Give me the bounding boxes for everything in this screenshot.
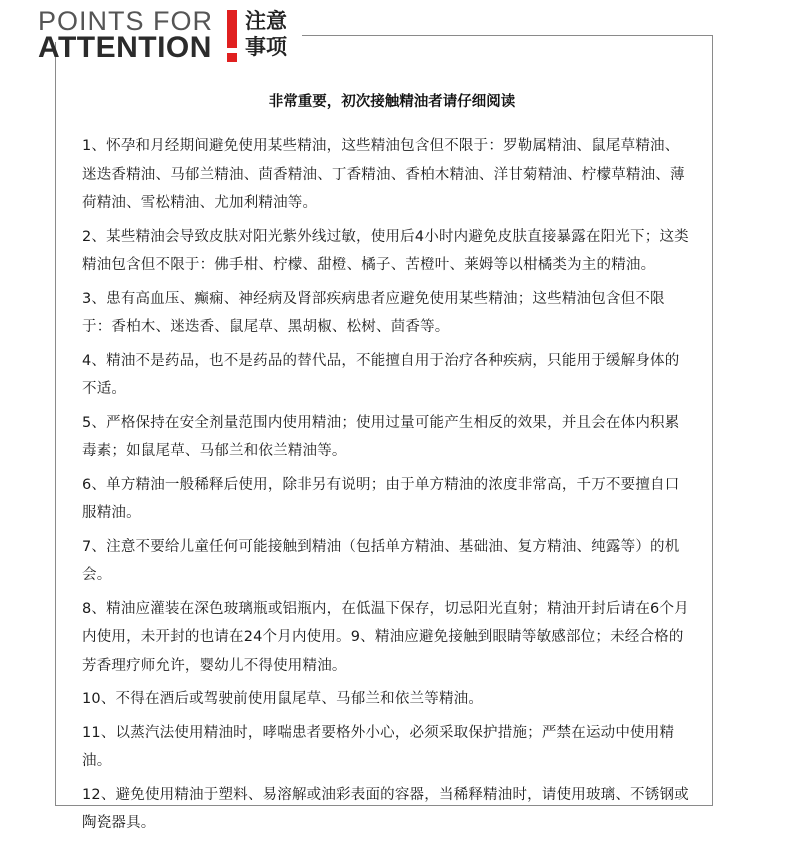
notice-item-2: 2、某些精油会导致皮肤对阳光紫外线过敏，使用后4小时内避免皮肤直接暴露在阳光下；这类精油包含但不限于：佛手柑、柠檬、甜橙、橘子、苦橙叶、莱姆等以柑橘类为主的精油。 [82,228,689,273]
header-chinese-line-2: 事项 [245,35,287,59]
header-chinese-line-1: 注意 [245,9,287,33]
notice-item-11: 11、以蒸汽法使用精油时，哮喘患者要格外小心，必须采取保护措施；严禁在运动中使用精油。 [82,724,675,769]
page-header [38,6,318,66]
notice-item-12: 12、避免使用精油于塑料、易溶解或油彩表面的容器，当稀释精油时，请使用玻璃、不锈钢或陶瓷器具。 [82,786,689,831]
notice-title: 非常重要，初次接触精油者请仔细阅读 [268,94,516,110]
notice-item-4: 4、精油不是药品，也不是药品的替代品，不能擅自用于治疗各种疾病，只能用于缓解身体的不适。 [82,352,680,397]
exclamation-mark-icon [227,10,237,62]
notice-content [82,90,692,843]
notice-item-3: 3、患有高血压、癫痫、神经病及肾部疾病患者应避免使用某些精油；这些精油包含但不限于：香柏木、迷迭香、鼠尾草、黑胡椒、松树、茴香等。 [82,290,665,335]
header-english-line-2: ATTENTION [38,31,212,64]
exclamation-bar [227,10,237,48]
notice-item-5: 5、严格保持在安全剂量范围内使用精油；使用过量可能产生相反的效果，并且会在体内积累毒素；如鼠尾草、马郁兰和依兰精油等。 [82,414,680,459]
notice-item-8: 8、精油应灌装在深色玻璃瓶或铝瓶内，在低温下保存，切忌阳光直射；精油开封后请在6个月内使用，未开封的也请在24个月内使用。9、精油应避免接触到眼睛等敏感部位；未经合格的芳香理疗师允许，婴幼儿不得使用精油。 [82,600,689,674]
notice-item-10: 10、不得在酒后或驾驶前使用鼠尾草、马郁兰和依兰等精油。 [82,691,484,707]
notice-item-1: 1、怀孕和月经期间避免使用某些精油，这些精油包含但不限于：罗勒属精油、鼠尾草精油、迷迭香精油、马郁兰精油、茴香精油、丁香精油、香柏木精油、洋甘菊精油、柠檬草精油、薄荷精油、雪松精油、尤加利精油等。 [82,138,685,211]
header-english-line-1: POINTS FOR [38,6,214,36]
notice-item-7: 7、注意不要给儿童任何可能接触到精油（包括单方精油、基础油、复方精油、纯露等）的机会。 [82,538,680,583]
exclamation-dot [227,53,237,62]
notice-item-6: 6、单方精油一般稀释后使用，除非另有说明；由于单方精油的浓度非常高，千万不要擅自口服精油。 [82,476,680,521]
